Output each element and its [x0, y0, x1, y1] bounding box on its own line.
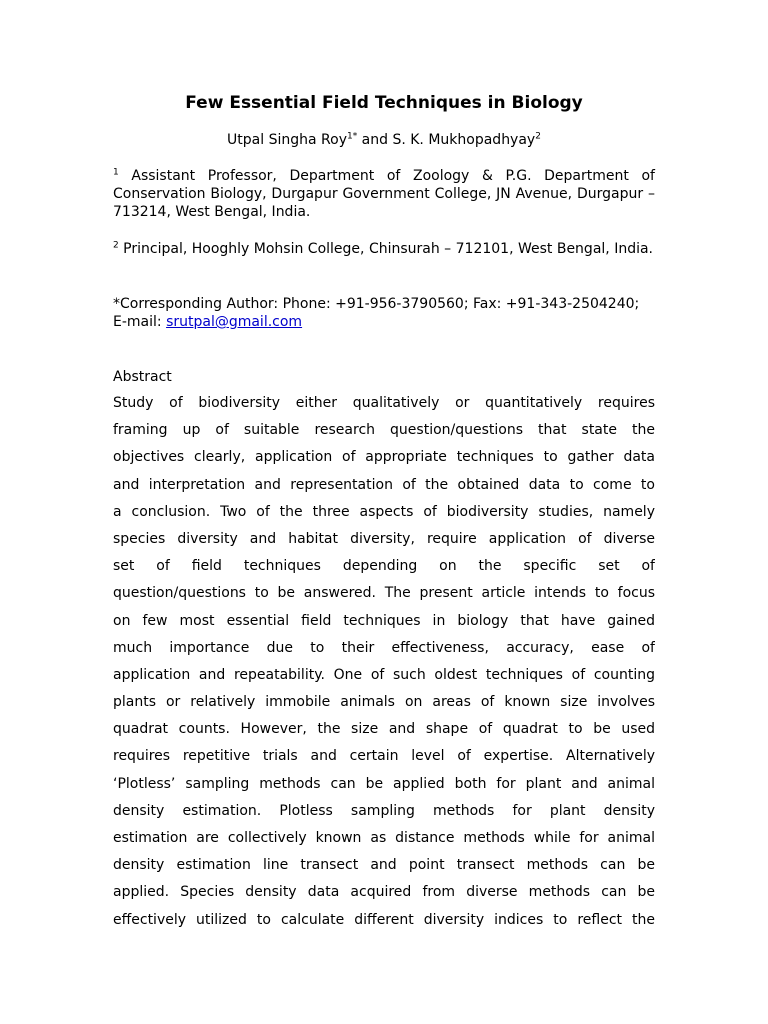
- abstract-line: framing up of suitable research question/questions that state the: [113, 422, 655, 439]
- abstract-line: question/questions to be answered. The present article intends to focus: [113, 585, 655, 602]
- affiliation-1: [113, 167, 655, 221]
- affiliation-2-mark: 2: [113, 240, 119, 251]
- abstract-line: quadrat counts. However, the size and shape of quadrat to be used: [113, 721, 655, 738]
- abstract-line: Study of biodiversity either qualitatively or quantitatively requires: [113, 395, 655, 411]
- abstract-line: density estimation line transect and point transect methods can be: [113, 857, 655, 874]
- author-line: [113, 130, 655, 150]
- abstract-line: objectives clearly, application of appropriate techniques to gather data: [113, 449, 655, 466]
- abstract-line: applied. Species density data acquired from diverse methods can be: [113, 884, 655, 901]
- abstract-line: ‘Plotless’ sampling methods can be applied both for plant and animal: [113, 775, 655, 792]
- abstract-line: and interpretation and representation of the obtained data to come to: [113, 476, 655, 493]
- abstract-line: plants or relatively immobile animals on areas of known size involves: [113, 694, 655, 711]
- corresponding-author: [113, 295, 655, 331]
- affiliation-1-mark: 1: [113, 167, 119, 178]
- abstract-line: density estimation. Plotless sampling methods for plant density: [113, 802, 655, 819]
- abstract-line: application and repeatability. One of such oldest techniques of counting: [113, 666, 655, 683]
- email-link[interactable]: srutpal@gmail.com: [166, 314, 303, 330]
- abstract-body: [113, 390, 655, 940]
- abstract-line: a conclusion. Two of the three aspects of biodiversity studies, namely: [113, 503, 655, 520]
- author-1-mark: 1*: [346, 131, 358, 142]
- abstract-line: much importance due to their effectiveness, accuracy, ease of: [113, 639, 655, 656]
- author-2-name: S. K. Mukhopadhyay: [392, 132, 536, 148]
- abstract-line: requires repetitive trials and certain level of expertise. Alternatively: [113, 748, 655, 765]
- affiliation-1-text: Assistant Professor, Department of Zoology & P.G. Department of Conservation Biology, Durgapur Government College, JN Avenue, Durgapur – 713214, West Bengal, India.: [113, 168, 655, 220]
- affiliation-2-text: Principal, Hooghly Mohsin College, Chinsurah – 712101, West Bengal, India.: [118, 241, 653, 257]
- author-connector: and: [357, 132, 393, 148]
- author-1-name: Utpal Singha Roy: [227, 132, 347, 148]
- abstract-line: on few most essential field techniques in biology that have gained: [113, 612, 655, 629]
- paper-title: Few Essential Field Techniques in Biology: [185, 93, 583, 113]
- abstract-line: species diversity and habitat diversity, require application of diverse: [113, 530, 655, 547]
- abstract-heading: Abstract: [113, 369, 172, 385]
- abstract-line: set of field techniques depending on the specific set of: [113, 558, 655, 575]
- abstract-line: effectively utilized to calculate different diversity indices to reflect the: [113, 911, 655, 928]
- corresponding-author-text: *Corresponding Author: Phone: +91-956-3790560; Fax: +91-343-2504240; E-mail:: [113, 296, 640, 330]
- affiliation-2: [113, 240, 655, 258]
- author-2-mark: 2: [535, 131, 541, 142]
- abstract-line: estimation are collectively known as distance methods while for animal: [113, 830, 655, 846]
